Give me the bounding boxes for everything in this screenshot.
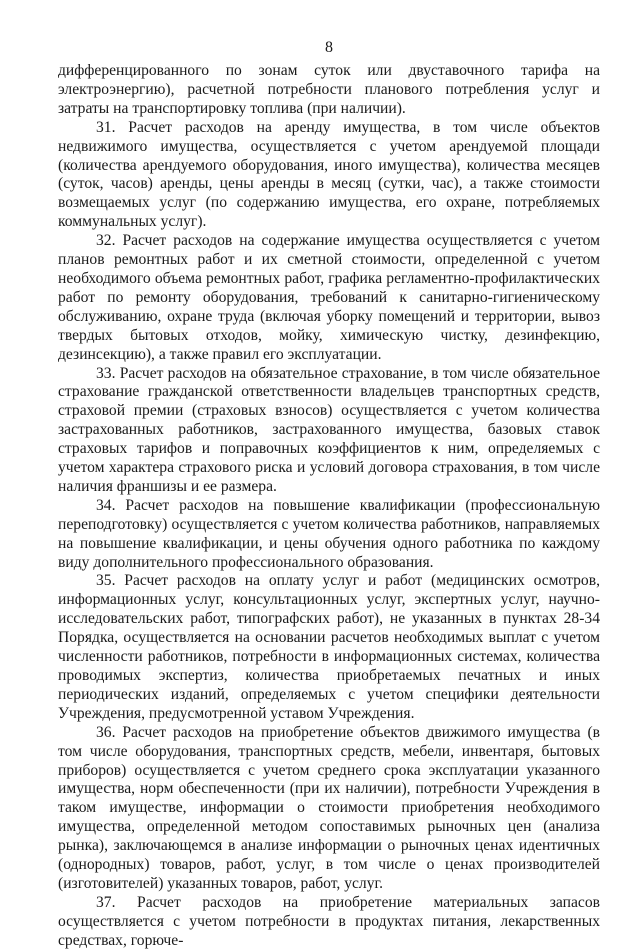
paragraph-item-31: 31. Расчет расходов на аренду имущества, в том числе объектов недвижимого имущества, осуществляется с учетом арендуемой площади (количества арендуемого оборудования, иного имущества), количества месяцев (суток, часов) аренды, цены аренды в месяц (сутки, час), а также стоимости возмещаемых услуг (по содержанию имущества, его охране, потребляемых коммунальных услуг). xyxy=(58,118,600,231)
paragraph-item-32: 32. Расчет расходов на содержание имущества осуществляется с учетом планов ремонтных работ и их сметной стоимости, определенной с учетом необходимого объема ремонтных работ, графика регламентно-профилактических работ по ремонту оборудования, требований к санитарно-гигиеническому обслуживанию, охране труда (включая уборку помещений и территории, вывоз твердых бытовых отходов, мойку, химическую чистку, дезинфекцию, дезинсекцию), а также правил его эксплуатации. xyxy=(58,232,600,363)
paragraph-continuation: дифференцированного по зонам суток или двуставочного тарифа на электроэнергию), расчетной потребности планового потребления услуг и затраты на транспортировку топлива (при наличии). xyxy=(58,62,600,117)
paragraph-item-35: 35. Расчет расходов на оплату услуг и работ (медицинских осмотров, информационных услуг, консультационных услуг, экспертных услуг, научно-исследовательских работ, типографских работ), не указанных в пунктах 28-34 Порядка, осуществляется на основании расчетов необходимых выплат с учетом численности работников, потребности в информационных системах, количества проводимых экспертиз, количества приобретаемых печатных и иных периодических изданий, определяемых с учетом специфики деятельности Учреждения, предусмотренной уставом Учреждения. xyxy=(58,572,600,722)
paragraph-item-36: 36. Расчет расходов на приобретение объектов движимого имущества (в том числе оборудования, транспортных средств, мебели, инвентаря, бытовых приборов) осуществляется с учетом среднего срока эксплуатации указанного имущества, норм обеспеченности (при их наличии), потребности Учреждения в таком имуществе, информации о стоимости приобретения необходимого имущества, определенной методом сопоставимых рыночных цен (анализа рынка), заключающемся в анализе информации о рыночных ценах идентичных (однородных) товаров, работ, услуг, в том числе о ценах производителей (изготовителей) указанных товаров, работ, услуг. xyxy=(58,723,600,892)
paragraph-item-34: 34. Расчет расходов на повышение квалификации (профессиональную переподготовку) осуществляется с учетом количества работников, направляемых на повышение квалификации, и цены обучения одного работника по каждому виду дополнительного профессионального образования. xyxy=(58,496,600,571)
paragraph-item-37: 37. Расчет расходов на приобретение материальных запасов осуществляется с учетом потребности в продуктах питания, лекарственных средствах, горюче- xyxy=(58,893,600,949)
page-number: 8 xyxy=(325,39,333,56)
document-body xyxy=(58,62,600,951)
paragraph-item-33: 33. Расчет расходов на обязательное страхование, в том числе обязательное страхование гражданской ответственности владельцев транспортных средств, страховой премии (страховых взносов) осуществляется с учетом количества застрахованных работников, застрахованного имущества, базовых ставок страховых тарифов и поправочных коэффициентов к ним, определяемых с учетом характера страхового риска и условий договора страхования, в том числе наличия франшизы и ее размера. xyxy=(58,364,600,495)
